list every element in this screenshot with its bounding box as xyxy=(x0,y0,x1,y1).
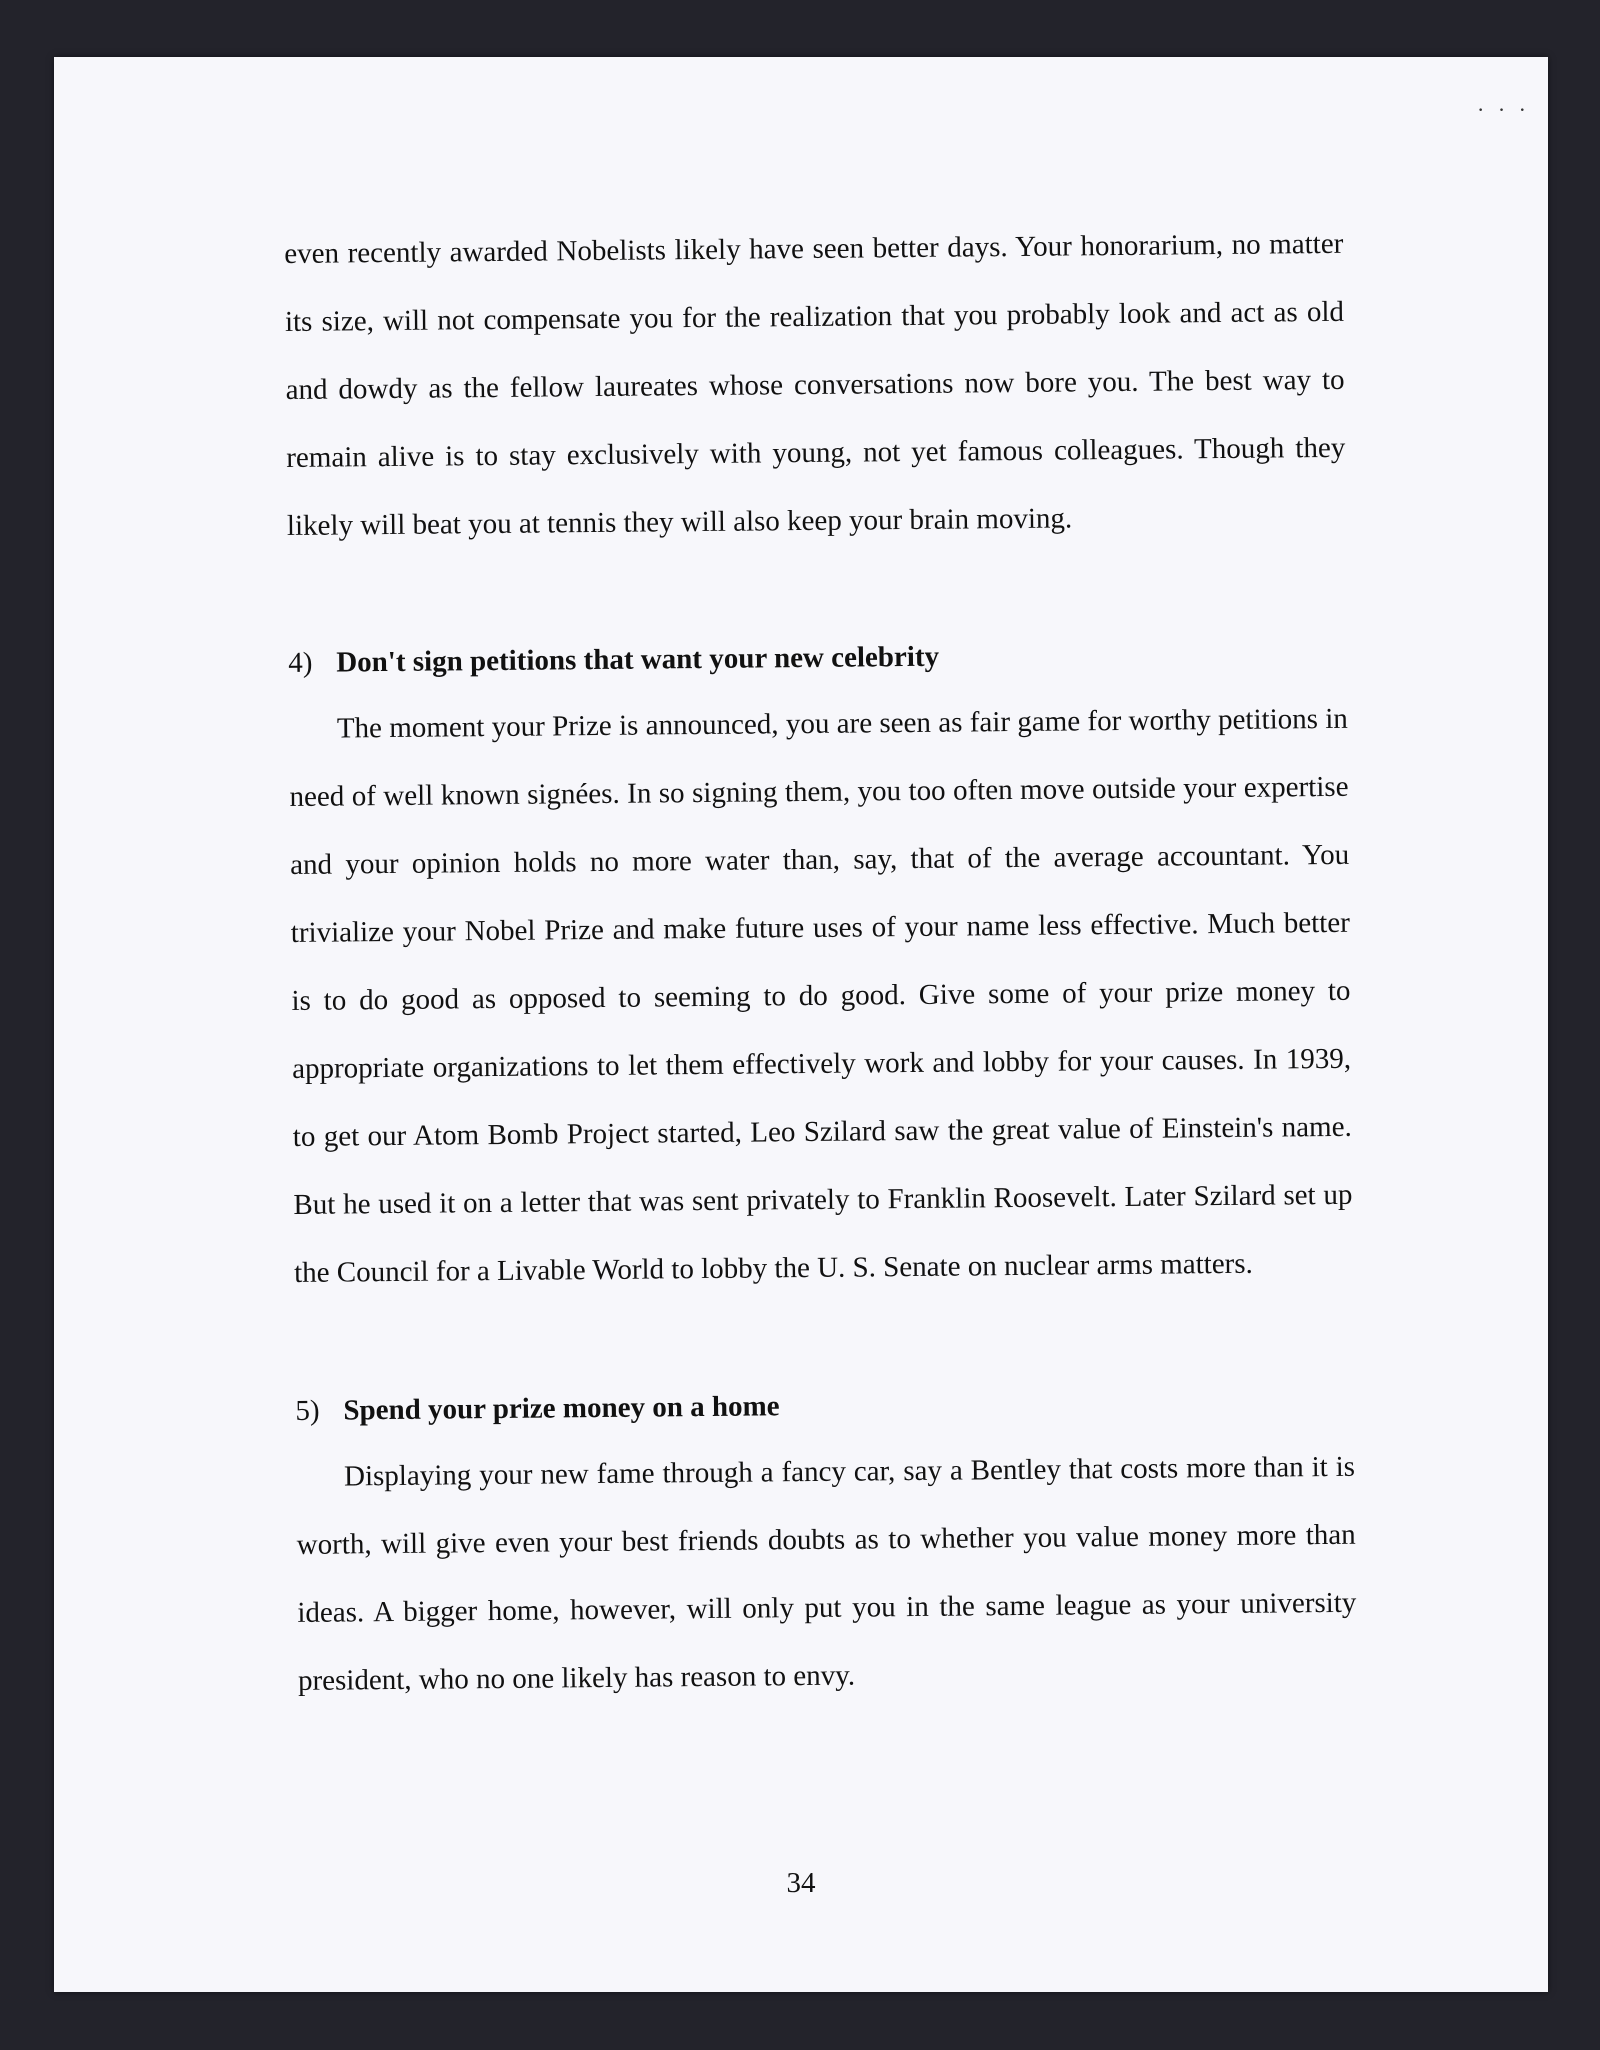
section-title: Spend your prize money on a home xyxy=(343,1390,780,1427)
page-number: 34 xyxy=(786,1867,816,1899)
section-heading xyxy=(295,1381,1354,1431)
intro-paragraph: even recently awarded Nobelists likely have seen better days. Your honorarium, no matter its size, will not compensate you for the realization that you probably look and act as old and dowdy as the fellow laureates whose conversations now bore you. The best way to remain alive is to stay exclusively with young, not yet famous colleagues. Though they likely will beat you at tennis they will also keep your brain moving. xyxy=(284,227,1346,542)
section-number: 5) xyxy=(295,1394,320,1427)
document-page xyxy=(54,57,1548,1992)
page-content xyxy=(284,210,1357,1715)
section-body: Displaying your new fame through a fancy car, say a Bentley that costs more than it is worth, will give even your best friends doubts as to whether you value money more than ideas. A bigger home, however, will only put you in the same league as your university president, who no one likely has reason to envy. xyxy=(296,1450,1357,1697)
section-body: The moment your Prize is announced, you are seen as fair game for worthy petitions in need of well known signées. In so signing them, you too often move outside your expertise and your opinion holds no more water than, say, that of the average accountant. You trivialize your Nobel Prize and make future uses of your name less effective. Much better is to do good as opposed to seeming to do good. Give some of your prize money to appropriate organizations to let them effectively work and lobby for your causes. In 1939, to get our Atom Bomb Project started, Leo Szilard saw the great value of Einstein's name. But he used it on a letter that was sent privately to Franklin Roosevelt. Later Szilard set up the Council for a Livable World to lobby the U. S. Senate on nuclear arms matters. xyxy=(289,702,1353,1289)
section-heading xyxy=(288,633,1347,683)
section-4 xyxy=(288,633,1353,1307)
scan-marks: · · · xyxy=(1477,97,1530,122)
section-5 xyxy=(295,1381,1357,1715)
section-title: Don't sign petitions that want your new celebrity xyxy=(336,640,940,679)
section-number: 4) xyxy=(288,646,313,679)
